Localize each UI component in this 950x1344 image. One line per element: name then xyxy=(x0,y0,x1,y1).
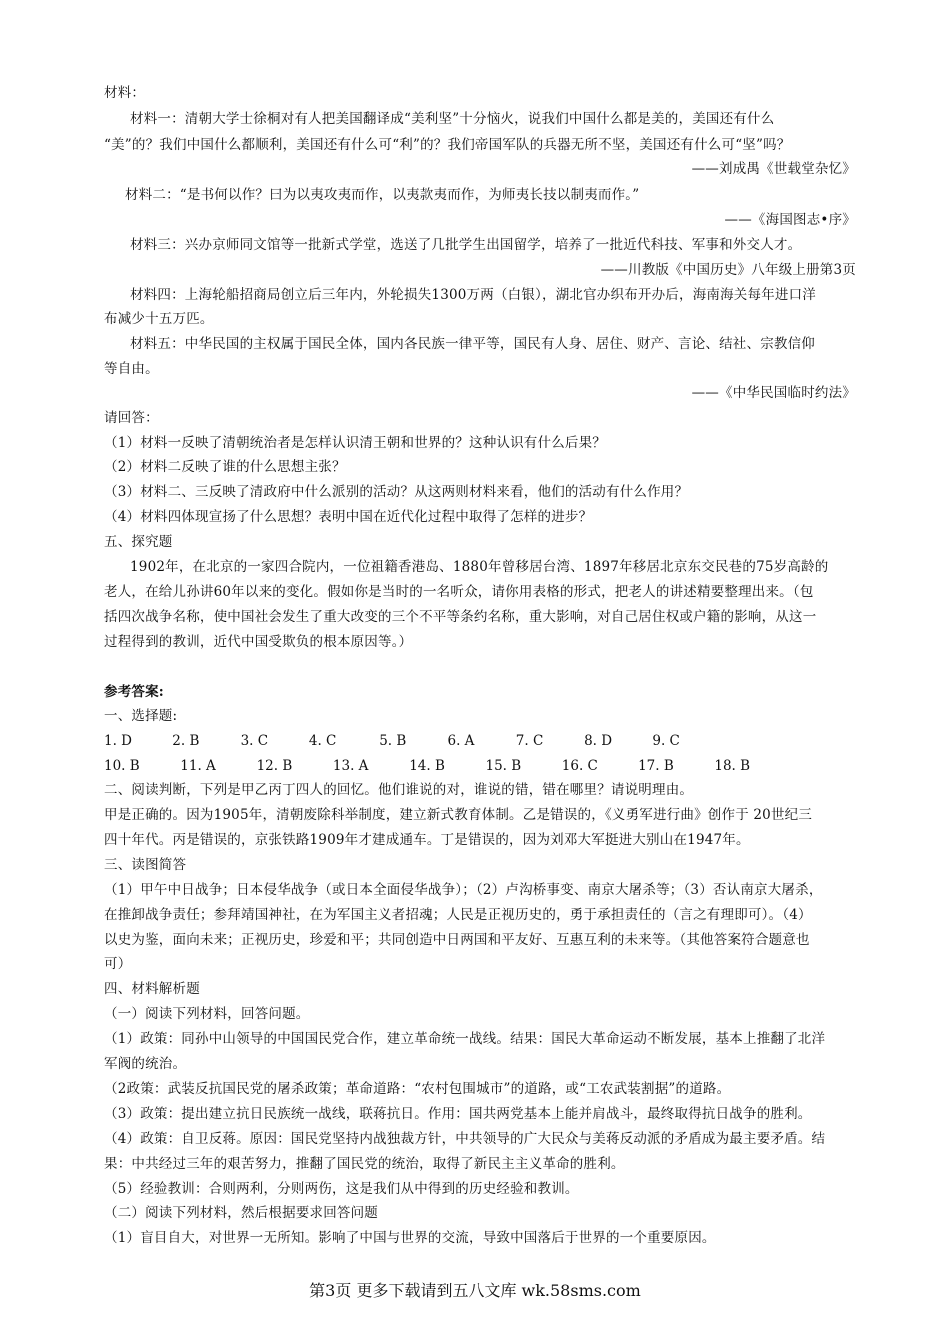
choice-answer: 7. C xyxy=(515,733,544,749)
choice-answer: 9. C xyxy=(652,733,680,749)
choice-answer: 2. B xyxy=(172,733,200,749)
page-footer: 第3页 更多下载请到五八文库 wk.58sms.com xyxy=(309,1281,641,1300)
answers-choice-title: 一、选择题: xyxy=(104,708,178,724)
choice-answer: 17. B xyxy=(638,758,674,774)
question-1: （1）材料一反映了清朝统治者是怎样认识清王朝和世界的？这种认识有什么后果？ xyxy=(104,435,606,451)
section-5-para-line-2: 老人，在给儿孙讲60年以来的变化。假如你是当时的一名听众，请你用表格的形式，把老人的讲述精要整理出来。（包 xyxy=(104,584,814,600)
choice-answer: 1. D xyxy=(104,733,132,749)
ask-heading: 请回答： xyxy=(104,410,159,426)
answers-4-1-line-2: 军阀的统治。 xyxy=(104,1056,187,1072)
choice-answer: 6. A xyxy=(447,733,475,749)
answers-4b-1: （1）盲目自大，对世界一无所知。影响了中国与世界的交流，导致中国落后于世界的一个重要原因。 xyxy=(104,1230,716,1246)
material-1-line-2: “美”的？我们中国什么都顺利，美国还有什么可“利”的？我们帝国军队的兵器无所不坚，美国还有什么可“坚”吗？ xyxy=(104,137,791,153)
answers-section-2-title: 二、阅读判断，下列是甲乙丙丁四人的回忆。他们谁说的对，谁说的错，错在哪里？请说明理由。 xyxy=(104,782,694,798)
answers-section-4-title: 四、材料解析题 xyxy=(104,981,200,997)
answers-4-2: （2政策：武装反抗国民党的屠杀政策；革命道路：“农村包围城市”的道路，或“工农武装割据”的道路。 xyxy=(104,1081,731,1097)
material-3-line-1: 材料三：兴办京师同文馆等一批新式学堂，选送了几批学生出国留学，培养了一批近代科技、军事和外交人才。 xyxy=(130,237,802,253)
material-5-line-2: 等自由。 xyxy=(104,361,159,377)
material-5-line-1: 材料五：中华民国的主权属于国民全体，国内各民族一律平等，国民有人身、居住、财产、言论、结社、宗教信仰 xyxy=(130,336,815,352)
question-4: （4）材料四体现宣扬了什么思想？表明中国在近代化过程中取得了怎样的进步？ xyxy=(104,509,593,525)
answers-4-4-line-1: （4）政策：自卫反蒋。原因：国民党坚持内战独裁方针，中共领导的广大民众与美蒋反动派的矛盾成为最主要矛盾。结 xyxy=(104,1131,826,1147)
section-5-title: 五、探究题 xyxy=(104,534,173,550)
choice-answer: 12. B xyxy=(256,758,293,774)
choices-row-2 xyxy=(104,757,786,775)
choice-answer: 3. C xyxy=(240,733,269,749)
answers-4-1-line-1: （1）政策：同孙中山领导的中国国民党合作，建立革命统一战线。结果：国民大革命运动不断发展，基本上推翻了北洋 xyxy=(104,1031,826,1047)
answers-section-4-sub-2: （二）阅读下列材料，然后根据要求回答问题 xyxy=(104,1205,378,1221)
answers-section-3-line-3: 以史为鉴，面向未来；正视历史，珍爱和平；共同创造中日两国和平友好、互惠互利的未来等。（其他答案符合题意也 xyxy=(104,932,810,948)
question-2: （2）材料二反映了谁的什么思想主张？ xyxy=(104,459,346,475)
material-3-source: ——川教版《中国历史》八年级上册第3页 xyxy=(600,262,856,278)
choice-answer: 11. A xyxy=(180,758,216,774)
section-5-para-line-4: 过程得到的教训，近代中国受欺负的根本原因等。） xyxy=(104,634,413,650)
material-2-line-1: 材料二：“是书何以作？曰为以夷攻夷而作，以夷款夷而作，为师夷长技以制夷而作。” xyxy=(125,187,640,203)
question-3: （3）材料二、三反映了清政府中什么派别的活动？从这两则材料来看，他们的活动有什么作用？ xyxy=(104,484,689,500)
material-1-line-1: 材料一：清朝大学士徐桐对有人把美国翻译成“美利坚”十分恼火，说我们中国什么都是美的，美国还有什么 xyxy=(130,111,775,127)
answers-section-2-line-2: 四十年代。丙是错误的，京张铁路1909年才建成通车。丁是错误的，因为刘邓大军挺进大别山在1947年。 xyxy=(104,832,750,848)
choice-answer: 5. B xyxy=(379,733,407,749)
answers-4-4-line-2: 果：中共经过三年的艰苦努力，推翻了国民党的统治，取得了新民主主义革命的胜利。 xyxy=(104,1156,625,1172)
section-5-para-line-1: 1902年，在北京的一家四合院内，一位祖籍香港岛、1880年曾移居台湾、1897年移居北京东交民巷的75岁高龄的 xyxy=(130,559,829,575)
answers-4-3: （3）政策：提出建立抗日民族统一战线，联蒋抗日。作用：国共两党基本上能并肩战斗，最终取得抗日战争的胜利。 xyxy=(104,1106,812,1122)
answers-section-4-sub-1: （一）阅读下列材料，回答问题。 xyxy=(104,1006,310,1022)
material-5-source: ——《中华民国临时约法》 xyxy=(691,385,856,401)
answers-section-3-title: 三、读图简答 xyxy=(104,857,187,873)
choice-answer: 10. B xyxy=(104,758,140,774)
answers-section-3-line-1: （1）甲午中日战争；日本侵华战争（或日本全面侵华战争）；（2）卢沟桥事变、南京大屠杀等；（3）否认南京大屠杀， xyxy=(104,882,823,898)
material-4-line-2: 布减少十五万匹。 xyxy=(104,311,214,327)
choice-answer: 18. B xyxy=(714,758,751,774)
answers-title: 参考答案: xyxy=(104,684,164,700)
choice-answer: 8. D xyxy=(584,733,613,749)
choice-answer: 14. B xyxy=(409,758,445,774)
answers-section-3-line-2: 在推卸战争责任；参拜靖国神社，在为军国主义者招魂；人民是正视历史的，勇于承担责任的（言之有理即可）。（4） xyxy=(104,907,812,923)
answers-section-3-line-4: 可） xyxy=(104,956,132,972)
section-5-para-line-3: 括四次战争名称，使中国社会发生了重大改变的三个不平等条约名称，重大影响，对自己居住权或户籍的影响，从这一 xyxy=(104,609,817,625)
materials-heading: 材料： xyxy=(104,85,146,101)
material-2-source: ——《海国图志•序》 xyxy=(724,212,856,228)
choice-answer: 4. C xyxy=(308,733,337,749)
material-4-line-1: 材料四：上海轮船招商局创立后三年内，外轮损失1300万两（白银），湖北官办织布开办后，海南海关每年进口洋 xyxy=(130,287,817,303)
material-1-source: ——刘成禺《世载堂杂忆》 xyxy=(691,161,856,177)
choices-row-1 xyxy=(104,732,716,750)
choice-answer: 13. A xyxy=(332,758,369,774)
answers-section-2-line-1: 甲是正确的。因为1905年，清朝废除科举制度，建立新式教育体制。乙是错误的，《义勇军进行曲》创作于 20世纪三 xyxy=(104,807,813,823)
choice-answer: 16. C xyxy=(561,758,598,774)
answers-4-5: （5）经验教训：合则两利，分则两伤，这是我们从中得到的历史经验和教训。 xyxy=(104,1181,579,1197)
choice-answer: 15. B xyxy=(485,758,522,774)
